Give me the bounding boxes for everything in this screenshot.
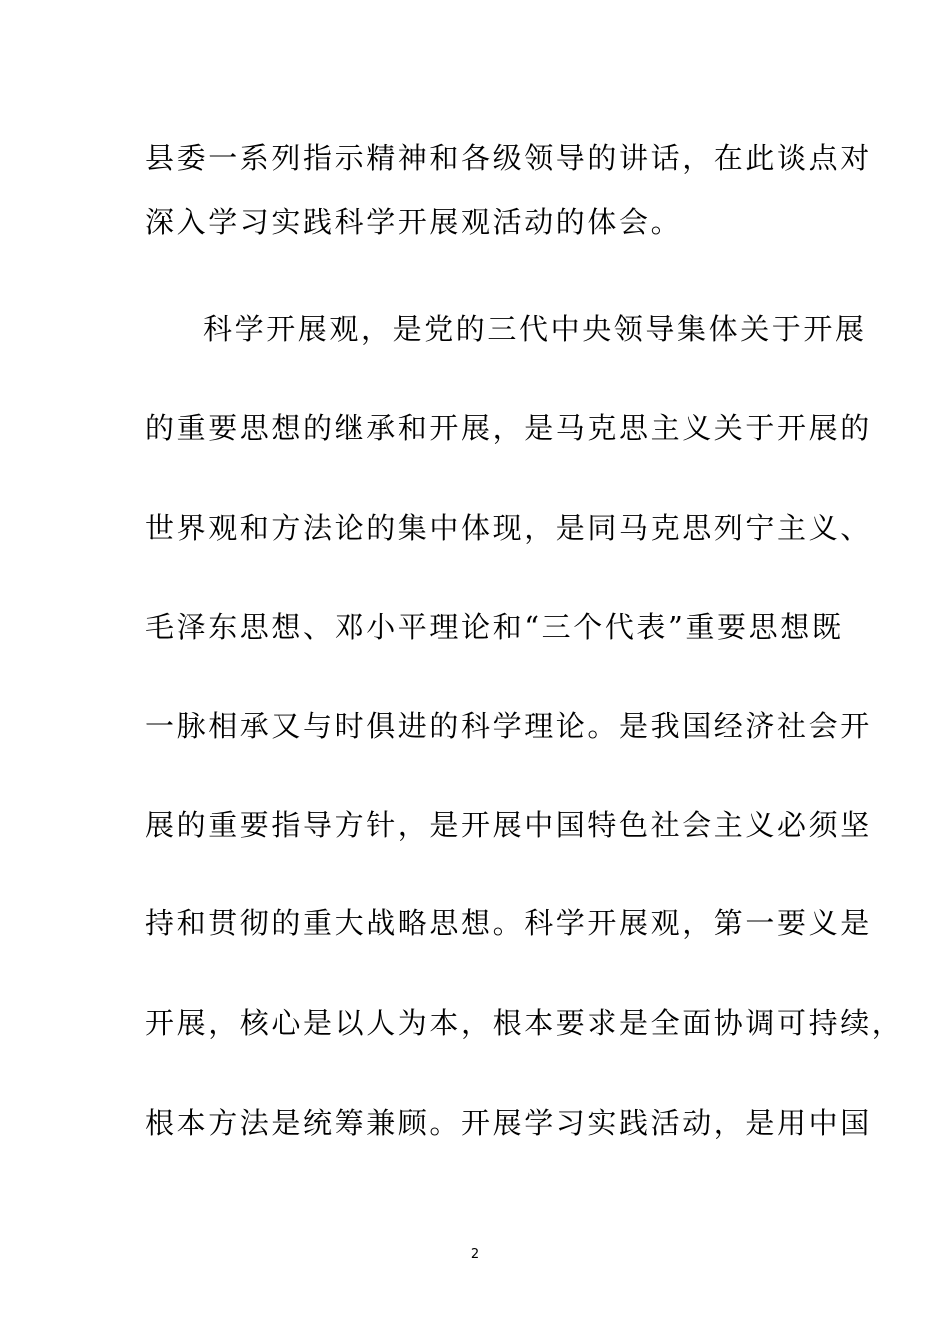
text-line: 展的重要指导方针，是开展中国特色社会主义必须坚	[145, 808, 872, 842]
page-number: 2	[470, 1247, 480, 1262]
text-line: 世界观和方法论的集中体现，是同马克思列宁主义、	[145, 511, 872, 545]
text-line: 毛泽东思想、邓小平理论和“三个代表”重要思想既	[145, 610, 844, 644]
text-line: 的重要思想的继承和开展，是马克思主义关于开展的	[145, 411, 872, 445]
text-line: 深入学习实践科学开展观活动的体会。	[145, 205, 683, 239]
text-line: 持和贯彻的重大战略思想。科学开展观，第一要义是	[145, 906, 872, 940]
text-line: 一脉相承又与时俱进的科学理论。是我国经济社会开	[145, 709, 872, 743]
text-line: 开展，核心是以人为本，根本要求是全面协调可持续，	[145, 1006, 904, 1040]
paragraph-first-line: 科学开展观，是党的三代中央领导集体关于开展	[203, 312, 867, 346]
text-line: 根本方法是统筹兼顾。开展学习实践活动，是用中国	[145, 1106, 872, 1140]
text-line: 县委一系列指示精神和各级领导的讲话，在此谈点对	[145, 141, 872, 175]
